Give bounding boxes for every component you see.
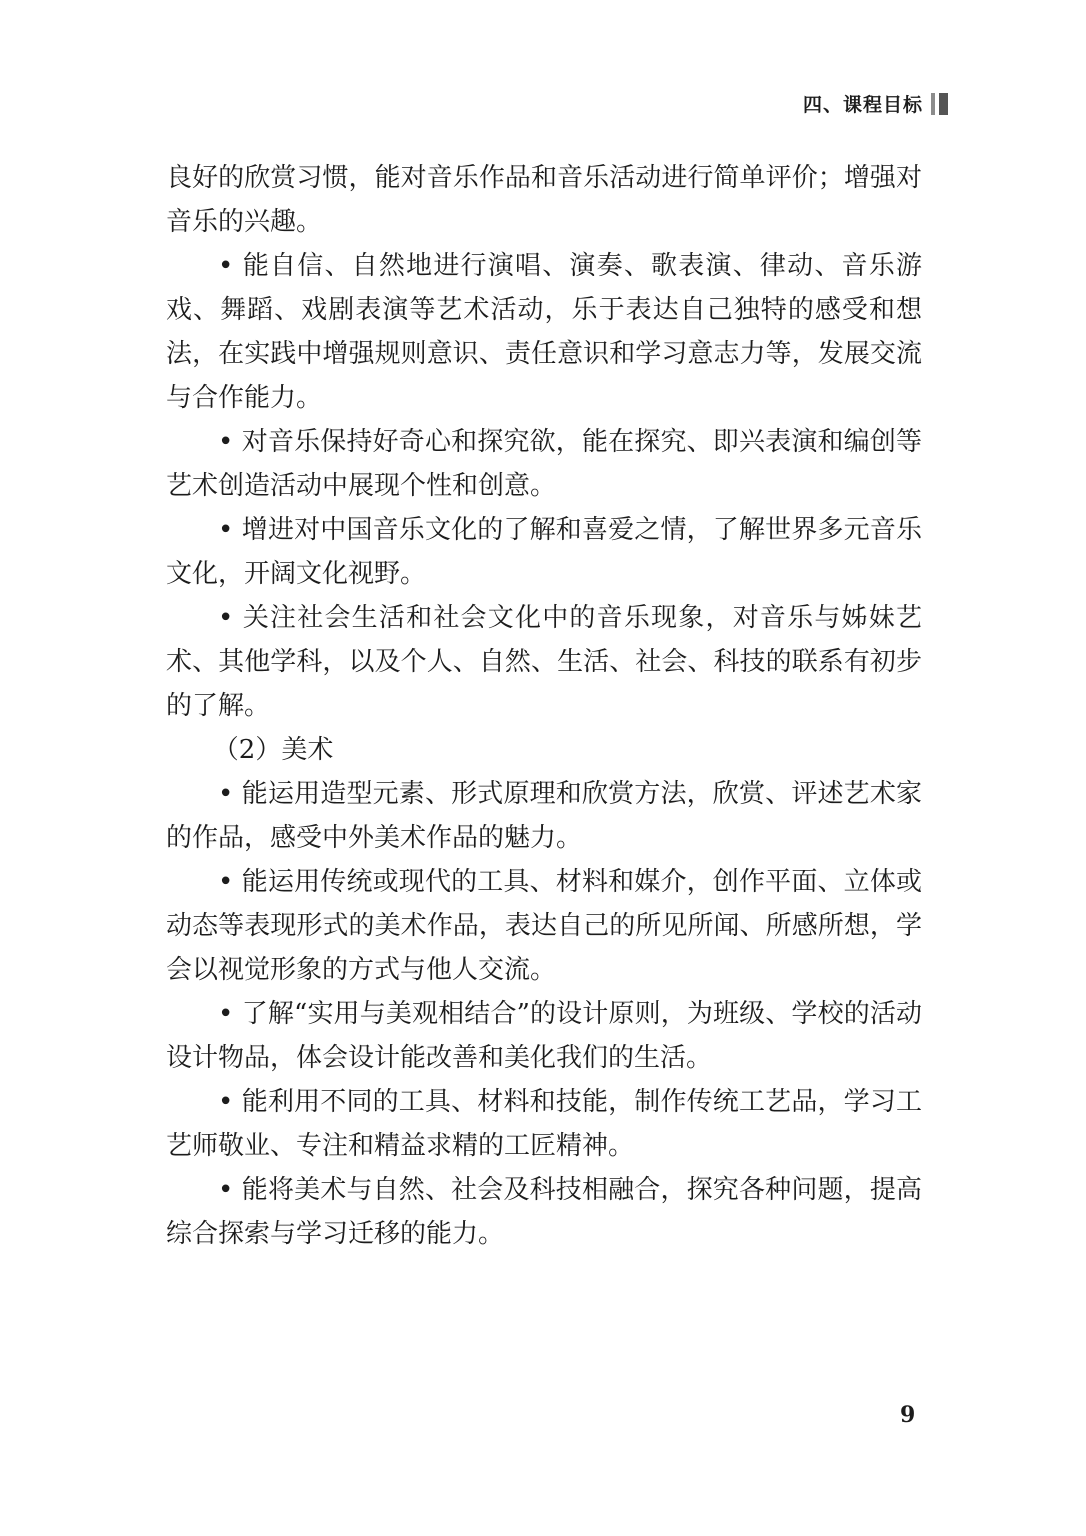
bullet-paragraph: • 关注社会生活和社会文化中的音乐现象，对音乐与姊妹艺术、其他学科，以及个人、自然、生活、社会、科技的联系有初步的了解。 [166, 603, 922, 721]
bullet-paragraph: • 对音乐保持好奇心和探究欲，能在探究、即兴表演和编创等艺术创造活动中展现个性和创意。 [166, 427, 922, 501]
bullet-paragraph: • 能将美术与自然、社会及科技相融合，探究各种问题，提高综合探索与学习迁移的能力。 [166, 1175, 922, 1249]
paragraph-continuation: 良好的欣赏习惯，能对音乐作品和音乐活动进行简单评价；增强对音乐的兴趣。 [166, 163, 922, 237]
bullet-paragraph: • 了解“实用与美观相结合”的设计原则，为班级、学校的活动设计物品，体会设计能改善和美化我们的生活。 [166, 999, 922, 1073]
bullet-paragraph: • 增进对中国音乐文化的了解和喜爱之情，了解世界多元音乐文化，开阔文化视野。 [166, 515, 922, 589]
bullet-paragraph: • 能利用不同的工具、材料和技能，制作传统工艺品，学习工艺师敬业、专注和精益求精的工匠精神。 [166, 1087, 922, 1161]
bullet-paragraph: • 能运用造型元素、形式原理和欣赏方法，欣赏、评述艺术家的作品，感受中外美术作品的魅力。 [166, 779, 922, 853]
bullet-paragraph: • 能自信、自然地进行演唱、演奏、歌表演、律动、音乐游戏、舞蹈、戏剧表演等艺术活动，乐于表达自己独特的感受和想法，在实践中增强规则意识、责任意识和学习意志力等，发展交流与合作能力。 [166, 251, 922, 413]
running-header [803, 90, 948, 117]
section-title: 四、课程目标 [802, 94, 923, 116]
bullet-paragraph: • 能运用传统或现代的工具、材料和媒介，创作平面、立体或动态等表现形式的美术作品，表达自己的所见所闻、所感所想，学会以视觉形象的方式与他人交流。 [166, 867, 922, 985]
header-bar-thick [939, 93, 948, 115]
header-bar-icon [931, 93, 948, 115]
page-number: 9 [900, 1402, 916, 1428]
header-bar-thin [931, 93, 935, 115]
body-text [166, 156, 922, 1256]
subsection-heading: （2）美术 [212, 735, 334, 765]
